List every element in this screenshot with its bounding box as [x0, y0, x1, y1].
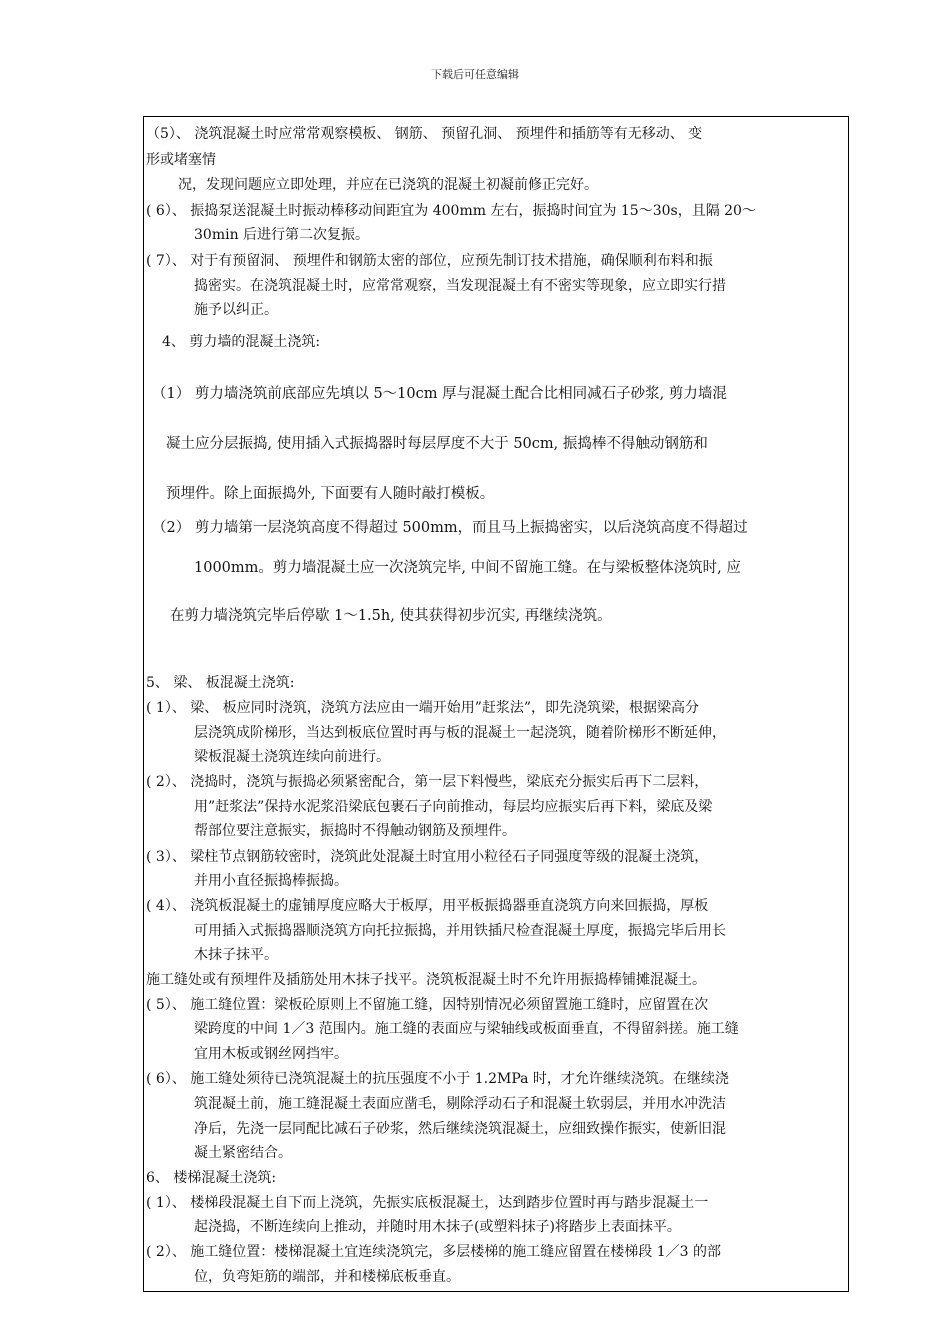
text-line: 施工缝处或有预埋件及插筋处用木抹子找平。浇筑板混凝土时不允许用振捣棒铺摊混凝土。 — [146, 972, 706, 988]
text-line: 筑混凝土前，施工缝混凝土表面应凿毛，剔除浮动石子和混凝土软弱层，并用水冲洗洁 — [194, 1096, 726, 1112]
text-line: ( 2）、 浇捣时，浇筑与振捣必须紧密配合，第一层下料慢些，梁底充分振实后再下二层料， — [146, 774, 709, 790]
text-line: 1000mm。剪力墙混凝土应一次浇筑完毕, 中间不留施工缝。在与梁板整体浇筑时, 应 — [194, 560, 741, 576]
text-line: 捣密实。在浇筑混凝土时，应常常观察，当发现混凝土有不密实等现象，应立即实行措 — [194, 278, 726, 294]
page-header: 下载后可任意编辑 — [431, 68, 519, 81]
text-line: ( 1）、 楼梯段混凝土自下而上浇筑，先振实底板混凝土，达到踏步位置时再与踏步混凝土一 — [146, 1195, 709, 1211]
text-line: ( 4）、 浇筑板混凝土的虚铺厚度应略大于板厚，用平板振捣器垂直浇筑方向来回振捣，厚板 — [146, 898, 709, 914]
text-line: ( 3）、 梁柱节点钢筋较密时，浇筑此处混凝土时宜用小粒径石子同强度等级的混凝土浇筑， — [146, 849, 709, 865]
section-heading: 5、 梁、 板混凝土浇筑: — [146, 675, 295, 691]
text-line: 宜用木板或钢丝网挡牢。 — [194, 1046, 348, 1062]
text-line: 起浇捣，不断连续向上推动，并随时用木抹子(或塑料抹子)将踏步上表面抹平。 — [194, 1219, 681, 1235]
text-line: 位，负弯矩筋的端部，并和楼梯底板垂直。 — [194, 1269, 460, 1285]
text-line: ( 1）、 梁、 板应同时浇筑，浇筑方法应由一端开始用”赶浆法”，即先浇筑梁，根据梁高分 — [146, 700, 700, 716]
text-line: ( 2）、 施工缝位置：楼梯混凝土宜连续浇筑完，多层楼梯的施工缝应留置在楼梯段 1／3 的部 — [146, 1244, 721, 1260]
text-line: 在剪力墙浇筑完毕后停歇 1～1.5h, 使其获得初步沉实, 再继续浇筑。 — [170, 608, 612, 624]
text-line: ( 6）、 施工缝处须待已浇筑混凝土的抗压强度不小于 1.2MPa 时，才允许继续浇筑。在继续浇 — [146, 1071, 729, 1087]
text-line: 梁跨度的中间 1／3 范围内。施工缝的表面应与梁轴线或板面垂直，不得留斜搓。施工缝 — [194, 1021, 739, 1037]
text-line: 况，发现问题应立即处理，并应在已浇筑的混凝土初凝前修正完好。 — [178, 177, 598, 193]
text-line: （5）、 浇筑混凝土时应常常观察模板、 钢筋、 预留孔洞、 预埋件和插筋等有无移动、 变 — [146, 126, 703, 142]
text-line: 帮部位要注意振实，振捣时不得触动钢筋及预埋件。 — [194, 823, 516, 839]
section-heading: 6、 楼梯混凝土浇筑: — [146, 1170, 277, 1186]
text-line: 并用小直径振捣棒振捣。 — [194, 873, 348, 889]
text-line: 预埋件。除上面振捣外, 下面要有人随时敲打模板。 — [166, 486, 495, 502]
text-line: 可用插入式振捣器顺浇筑方向托拉振捣，并用铁插尺检查混凝土厚度，振捣完毕后用长 — [194, 923, 726, 939]
text-line: ( 7）、 对于有预留洞、 预埋件和钢筋太密的部位，应预先制订技术措施，确保顺利布料和振 — [146, 253, 713, 269]
text-line: 施予以纠正。 — [194, 302, 278, 318]
section-heading: 4、 剪力墙的混凝土浇筑: — [162, 334, 321, 350]
text-line: 梁板混凝土浇筑连续向前进行。 — [194, 749, 390, 765]
text-line: （1） 剪力墙浇筑前底部应先填以 5～10cm 厚与混凝土配合比相同减石子砂浆, 剪力墙混 — [152, 386, 727, 402]
text-line: 凝土紧密结合。 — [194, 1145, 292, 1161]
text-line: ( 5）、 施工缝位置：梁板砼原则上不留施工缝，因特别情况必须留置施工缝时，应留置在次 — [146, 997, 709, 1013]
text-line: 30min 后进行第二次复振。 — [194, 227, 370, 243]
text-line: 木抹子抹平。 — [194, 947, 278, 963]
text-line: 净后，先浇一层同配比减石子砂浆，然后继续浇筑混凝土，应细致操作振实，使新旧混 — [194, 1121, 726, 1137]
text-line: 形或堵塞情 — [146, 152, 216, 168]
text-line: ( 6）、 振捣泵送混凝土时振动棒移动间距宜为 400mm 左右，振捣时间宜为 15～30s，且隔 20～ — [146, 203, 756, 219]
text-line: 凝土应分层振捣, 使用插入式振捣器时每层厚度不大于 50cm, 振捣棒不得触动钢筋和 — [166, 436, 708, 452]
text-line: 用”赶浆法”保持水泥浆沿梁底包裹石子向前推动，每层均应振实后再下料，梁底及梁 — [194, 799, 713, 815]
text-line: 层浇筑成阶梯形，当达到板底位置时再与板的混凝土一起浇筑，随着阶梯形不断延伸， — [194, 725, 726, 741]
text-line: （2） 剪力墙第一层浇筑高度不得超过 500mm，而且马上振捣密实，以后浇筑高度不得超过 — [152, 520, 748, 536]
